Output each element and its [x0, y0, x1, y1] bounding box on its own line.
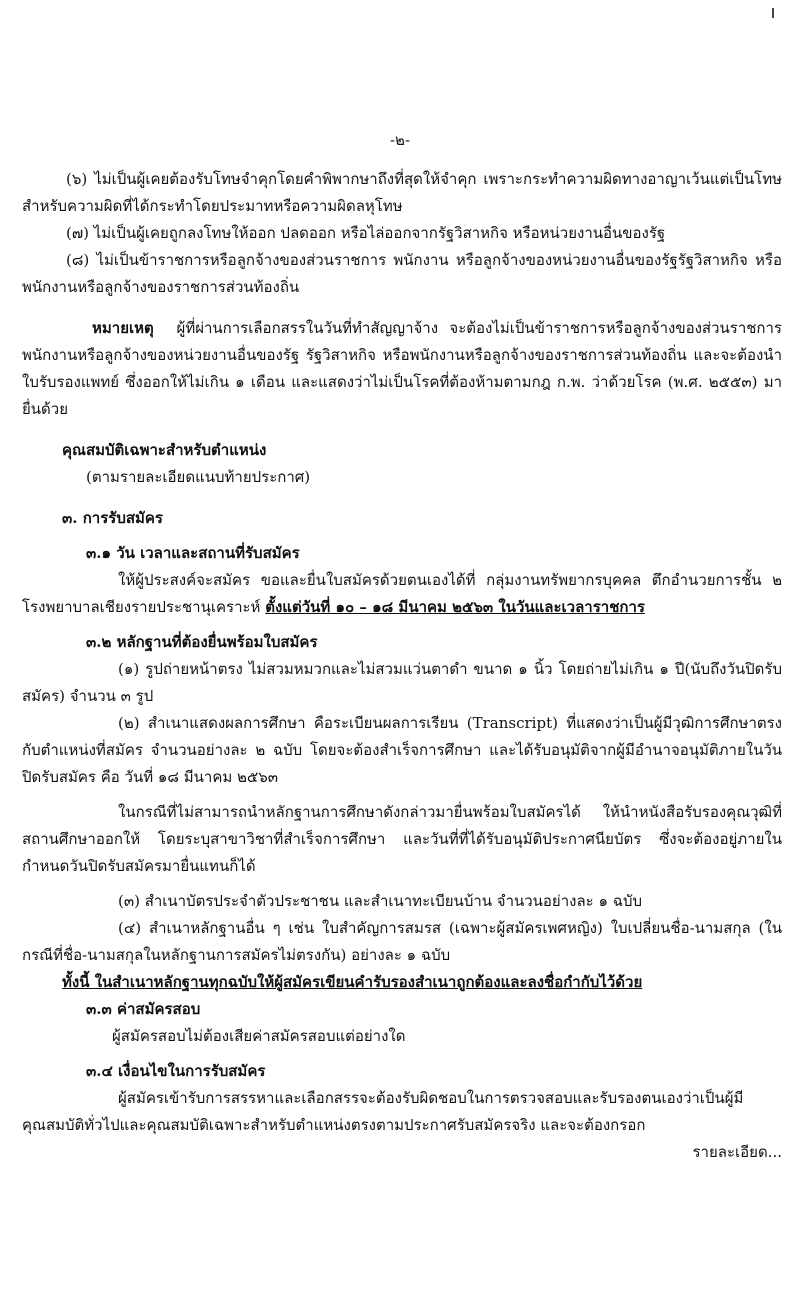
- specific-qualification-detail: (ตามรายละเอียดแนบท้ายประกาศ): [86, 468, 311, 486]
- section-3-2-heading: ๓.๒ หลักฐานที่ต้องยื่นพร้อมใบสมัคร: [86, 633, 318, 651]
- corner-mark: [772, 8, 774, 18]
- section-3-3-text: ผู้สมัครสอบไม่ต้องเสียค่าสมัครสอบแต่อย่างใด: [112, 1027, 406, 1045]
- section-3-4-text: ผู้สมัครเข้ารับการสรรหาและเลือกสรรจะต้องรับผิดชอบในการตรวจสอบและรับรองตนเองว่าเป็นผู้มีคุณสมบัติทั่วไปและคุณสมบัติเฉพาะสำหรับตำแหน่งตรงตามประกาศรับสมัครจริง และจะต้องกรอก: [22, 1089, 744, 1134]
- continued-marker: รายละเอียด...: [692, 1143, 782, 1161]
- qualification-item-6: (๖) ไม่เป็นผู้เคยต้องรับโทษจำคุกโดยคำพิพากษาถึงที่สุดให้จำคุก เพราะกระทำความผิดทางอาญาเว้นแต่เป็นโทษสำหรับความผิดที่ได้กระทำโดยประมาทหรือความผิดลหุโทษ: [22, 170, 782, 215]
- note-paragraph: [22, 315, 782, 423]
- section-3-heading: ๓. การรับสมัคร: [62, 509, 163, 527]
- qualification-item-7: (๗) ไม่เป็นผู้เคยถูกลงโทษให้ออก ปลดออก หรือไล่ออกจากรัฐวิสาหกิจ หรือหน่วยงานอื่นของรัฐ: [66, 224, 666, 242]
- specific-qualification-heading: คุณสมบัติเฉพาะสำหรับตำแหน่ง: [62, 441, 267, 459]
- evidence-item-1: (๑) รูปถ่ายหน้าตรง ไม่สวมหมวกและไม่สวมแว่นตาดำ ขนาด ๑ นิ้ว โดยถ่ายไม่เกิน ๑ ปี(นับถึงวันปิดรับสมัคร) จำนวน ๓ รูป: [22, 660, 782, 705]
- evidence-item-3: (๓) สำเนาบัตรประจำตัวประชาชน และสำเนาทะเบียนบ้าน จำนวนอย่างละ ๑ ฉบับ: [118, 892, 643, 910]
- evidence-item-2-note: ในกรณีที่ไม่สามารถนำหลักฐานการศึกษาดังกล่าวมายื่นพร้อมใบสมัครได้ ให้นำหนังสือรับรองคุณวุฒิที่สถานศึกษาออกให้ โดยระบุสาขาวิชาที่สำเร็จการศึกษา และวันที่ที่ได้รับอนุมัติประกาศนียบัตร ซึ่งจะต้องอยู่ภายในกำหนดวันปิดรับสมัครมายื่นแทนก็ได้: [22, 803, 782, 875]
- page-number: -๒-: [389, 131, 411, 149]
- qualification-item-8: (๘) ไม่เป็นข้าราชการหรือลูกจ้างของส่วนราชการ พนักงาน หรือลูกจ้างของหน่วยงานอื่นของรัฐรัฐวิสาหกิจ หรือพนักงานหรือลูกจ้างของราชการส่วนท้องถิ่น: [22, 251, 782, 296]
- note-text: ผู้ที่ผ่านการเลือกสรรในวันที่ทำสัญญาจ้าง จะต้องไม่เป็นข้าราชการหรือลูกจ้างของส่วนราชการ พนักงานหรือลูกจ้างของหน่วยงานอื่นของรัฐ รัฐวิสาหกิจ หรือพนักงานหรือลูกจ้างของราชการส่วนท้องถิ่น และจะต้องนำใบรับรองแพทย์ ซึ่งออกให้ไม่เกิน ๑ เดือน และแสดงว่าไม่เป็นโรคที่ต้องห้ามตามกฎ ก.พ. ว่าด้วยโรค (พ.ศ. ๒๕๕๓) มายื่นด้วย: [22, 319, 782, 418]
- section-3-4-heading: ๓.๔ เงื่อนไขในการรับสมัคร: [86, 1062, 266, 1080]
- section-3-1-text: [22, 567, 782, 621]
- section-3-3-heading: ๓.๓ ค่าสมัครสอบ: [86, 1000, 201, 1018]
- application-date: ตั้งแต่วันที่ ๑๐ – ๑๘ มีนาคม ๒๕๖๓ ในวันและเวลาราชการ: [265, 598, 645, 616]
- certify-copies-note: ทั้งนี้ ในสำเนาหลักฐานทุกฉบับให้ผู้สมัครเขียนคำรับรองสำเนาถูกต้องและลงชื่อกำกับไว้ด้วย: [62, 973, 643, 991]
- section-3-1-heading: ๓.๑ วัน เวลาและสถานที่รับสมัคร: [86, 544, 300, 562]
- application-place: ให้ผู้ประสงค์จะสมัคร ขอและยื่นใบสมัครด้วยตนเองได้ที่ กลุ่มงานทรัพยากรบุคคล ตึกอำนวยการชั้น ๒ โรงพยาบาลเชียงรายประชานุเคราะห์: [22, 571, 782, 616]
- document-body: [22, 166, 782, 1166]
- evidence-item-2: (๒) สำเนาแสดงผลการศึกษา คือระเบียนผลการเรียน (Transcript) ที่แสดงว่าเป็นผู้มีวุฒิการศึกษาตรงกับตำแหน่งที่สมัคร จำนวนอย่างละ ๒ ฉบับ โดยจะต้องสำเร็จการศึกษา และได้รับอนุมัติจากผู้มีอำนาจอนุมัติภายในวันปิดรับสมัคร คือ วันที่ ๑๘ มีนาคม ๒๕๖๓: [22, 714, 782, 786]
- note-label: หมายเหตุ: [92, 319, 154, 337]
- evidence-item-4: (๔) สำเนาหลักฐานอื่น ๆ เช่น ใบสำคัญการสมรส (เฉพาะผู้สมัครเพศหญิง) ใบเปลี่ยนชื่อ-นามสกุล (ในกรณีที่ชื่อ-นามสกุลในหลักฐานการสมัครไม่ตรงกัน) อย่างละ ๑ ฉบับ: [22, 919, 782, 964]
